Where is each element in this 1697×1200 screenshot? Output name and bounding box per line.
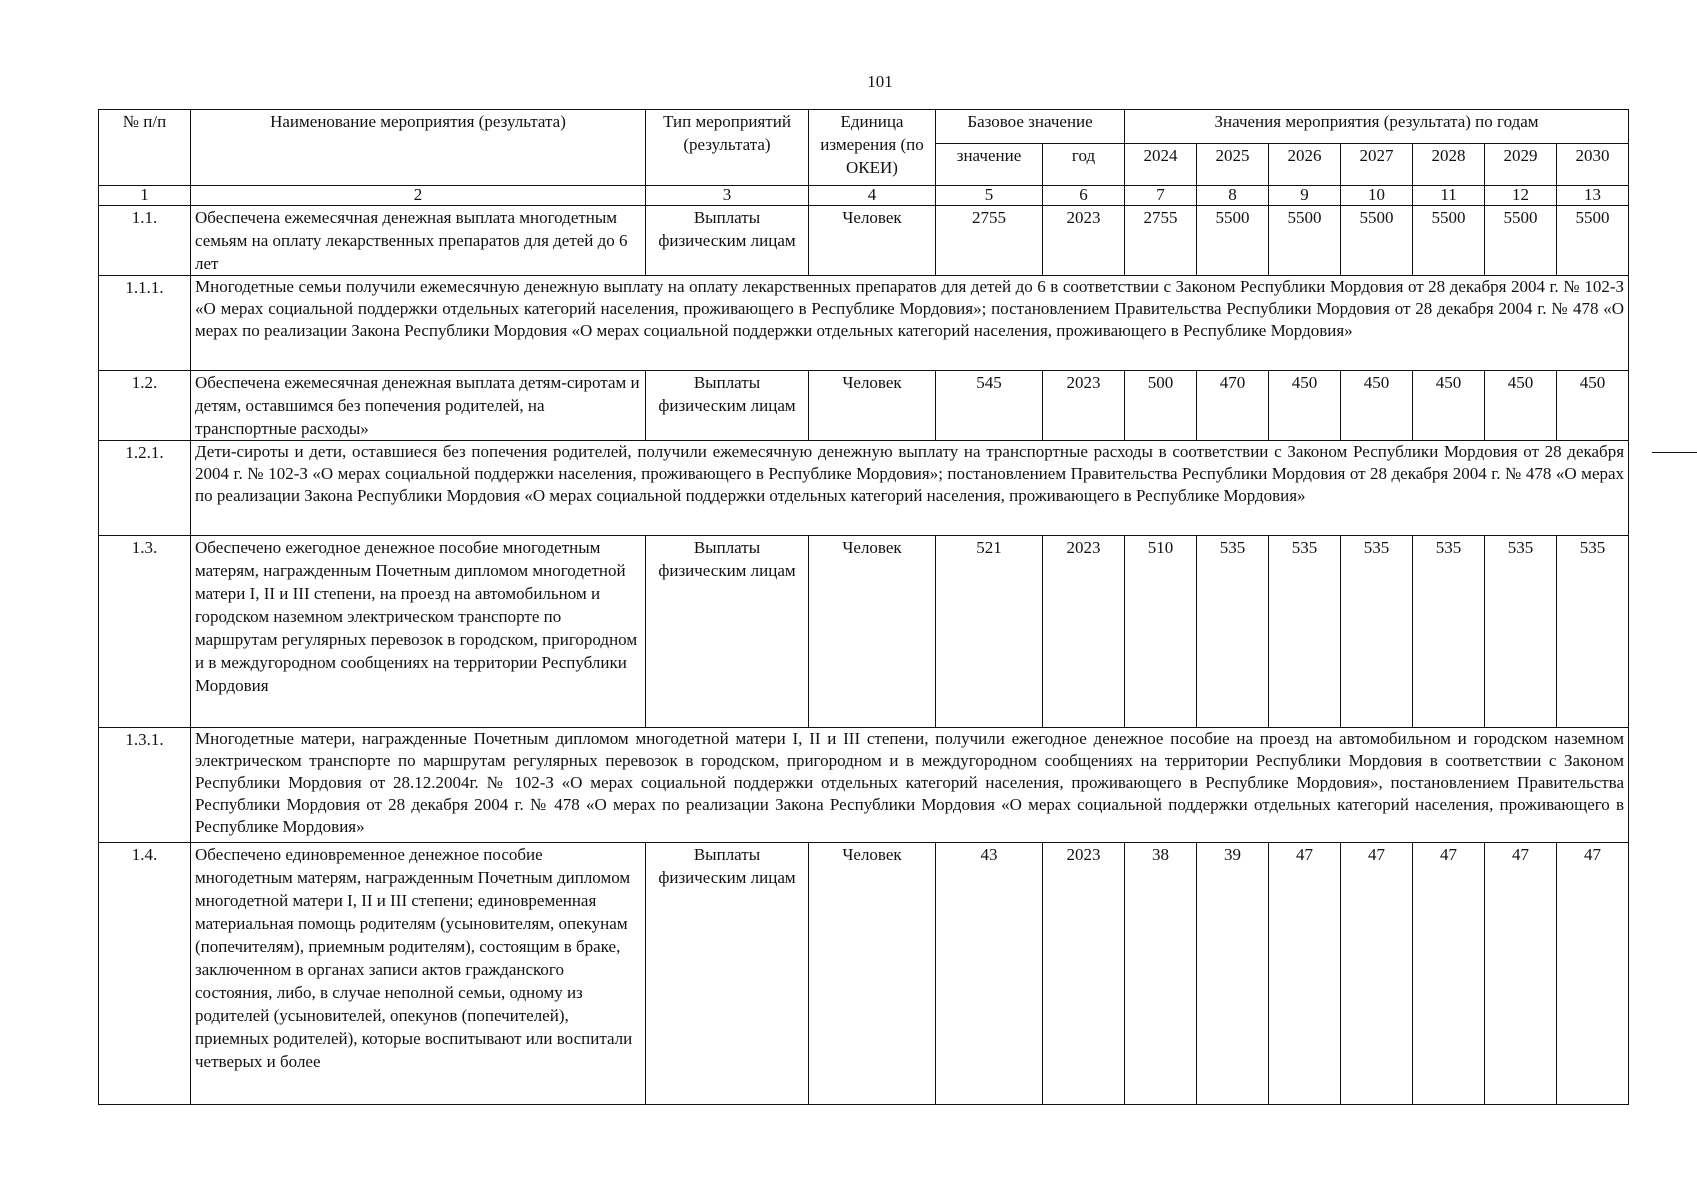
row-type: Выплаты физическим лицам <box>646 843 809 1105</box>
row-value: 450 <box>1413 371 1485 441</box>
row-name: Обеспечено ежегодное денежное пособие многодетным матерям, награжденным Почетным дипломом многодетной матери I, II и III степени, на проезд на автомобильном и городском наземном электрическом транспорте по маршрутам регулярных перевозок в городском, пригородном и в междугородном сообщениях на территории Республики Мордовия <box>191 536 646 728</box>
row-value: 5500 <box>1413 206 1485 276</box>
row-base-value: 2755 <box>936 206 1043 276</box>
table-row <box>99 206 1629 276</box>
row-value: 5500 <box>1485 206 1557 276</box>
row-type: Выплаты физическим лицам <box>646 206 809 276</box>
header-base: Базовое значение <box>936 110 1125 144</box>
row-value: 47 <box>1341 843 1413 1105</box>
row-num: 1.4. <box>99 843 191 1105</box>
header-type: Тип мероприятий (результата) <box>646 110 809 186</box>
row-value: 5500 <box>1269 206 1341 276</box>
margin-line <box>1652 452 1697 453</box>
row-description: Дети-сироты и дети, оставшиеся без попечения родителей, получили ежемесячную денежную выплату на транспортные расходы в соответствии с Законом Республики Мордовия от 28 декабря 2004 г. № 102-З «О мерах социальной поддержки населения, проживающего в Республике Мордовия»; постановлением Правительства Республики Мордовия от 28 декабря 2004 г. № 478 «О мерах по реализации Закона Республики Мордовия «О мерах социальной поддержки отдельных категорий населения, проживающего в Республике Мордовия» <box>191 441 1629 536</box>
row-value: 450 <box>1341 371 1413 441</box>
row-value: 470 <box>1197 371 1269 441</box>
table-row <box>99 536 1629 728</box>
row-base-year: 2023 <box>1043 843 1125 1105</box>
header-years: Значения мероприятия (результата) по годам <box>1125 110 1629 144</box>
row-value: 47 <box>1269 843 1341 1105</box>
header-name: Наименование мероприятия (результата) <box>191 110 646 186</box>
measures-table <box>98 109 1629 1105</box>
column-index: 7 <box>1125 186 1197 206</box>
column-index: 1 <box>99 186 191 206</box>
row-value: 535 <box>1269 536 1341 728</box>
row-value: 5500 <box>1557 206 1629 276</box>
header-base-value: значение <box>936 144 1043 186</box>
row-unit: Человек <box>809 843 936 1105</box>
header-base-year: год <box>1043 144 1125 186</box>
column-index: 4 <box>809 186 936 206</box>
header-year: 2029 <box>1485 144 1557 186</box>
row-value: 500 <box>1125 371 1197 441</box>
table-row <box>99 441 1629 536</box>
column-index: 5 <box>936 186 1043 206</box>
header-num: № п/п <box>99 110 191 186</box>
column-index: 13 <box>1557 186 1629 206</box>
row-name: Обеспечена ежемесячная денежная выплата многодетным семьям на оплату лекарственных препаратов для детей до 6 лет <box>191 206 646 276</box>
row-value: 2755 <box>1125 206 1197 276</box>
header-year: 2024 <box>1125 144 1197 186</box>
row-num: 1.1.1. <box>99 276 191 371</box>
row-base-year: 2023 <box>1043 206 1125 276</box>
header-year: 2025 <box>1197 144 1269 186</box>
header-row <box>99 110 1629 144</box>
row-num: 1.2.1. <box>99 441 191 536</box>
row-base-value: 521 <box>936 536 1043 728</box>
row-value: 47 <box>1485 843 1557 1105</box>
header-year: 2028 <box>1413 144 1485 186</box>
header-year: 2026 <box>1269 144 1341 186</box>
page-number: 101 <box>867 72 893 91</box>
table-row <box>99 276 1629 371</box>
row-value: 450 <box>1557 371 1629 441</box>
column-index: 11 <box>1413 186 1485 206</box>
row-value: 450 <box>1485 371 1557 441</box>
row-value: 47 <box>1413 843 1485 1105</box>
column-index: 3 <box>646 186 809 206</box>
table-row <box>99 371 1629 441</box>
row-num: 1.3. <box>99 536 191 728</box>
row-num: 1.3.1. <box>99 728 191 843</box>
header-year: 2027 <box>1341 144 1413 186</box>
row-value: 535 <box>1557 536 1629 728</box>
column-index: 12 <box>1485 186 1557 206</box>
row-value: 535 <box>1197 536 1269 728</box>
row-type: Выплаты физическим лицам <box>646 536 809 728</box>
row-value: 535 <box>1413 536 1485 728</box>
column-index: 8 <box>1197 186 1269 206</box>
row-value: 535 <box>1485 536 1557 728</box>
column-index: 9 <box>1269 186 1341 206</box>
row-num: 1.1. <box>99 206 191 276</box>
column-index: 2 <box>191 186 646 206</box>
row-unit: Человек <box>809 371 936 441</box>
row-num: 1.2. <box>99 371 191 441</box>
row-base-year: 2023 <box>1043 371 1125 441</box>
header-unit: Единица измерения (по ОКЕИ) <box>809 110 936 186</box>
table-row <box>99 728 1629 843</box>
row-name: Обеспечено единовременное денежное пособие многодетным матерям, награжденным Почетным дипломом многодетной матери I, II и III степени; единовременная материальная помощь родителям (усыновителям, опекунам (попечителям), приемным родителям), состоящим в браке, заключенном в органах записи актов гражданского состояния, либо, в случае неполной семьи, одному из родителей (усыновителей, опекунов (попечителей), приемных родителей), которые воспитывают или воспитали четверых и более <box>191 843 646 1105</box>
row-value: 510 <box>1125 536 1197 728</box>
row-base-value: 43 <box>936 843 1043 1105</box>
row-value: 5500 <box>1341 206 1413 276</box>
column-index: 10 <box>1341 186 1413 206</box>
table-row <box>99 843 1629 1105</box>
row-value: 535 <box>1341 536 1413 728</box>
column-index: 6 <box>1043 186 1125 206</box>
row-value: 5500 <box>1197 206 1269 276</box>
row-name: Обеспечена ежемесячная денежная выплата детям-сиротам и детям, оставшимся без попечения родителей, на транспортные расходы» <box>191 371 646 441</box>
row-unit: Человек <box>809 206 936 276</box>
row-value: 38 <box>1125 843 1197 1105</box>
row-unit: Человек <box>809 536 936 728</box>
row-description: Многодетные матери, награжденные Почетным дипломом многодетной матери I, II и III степени, получили ежегодное денежное пособие на проезд на автомобильном и городском наземном электрическом транспорте по маршрутам регулярных перевозок в городском, пригородном и в междугородном сообщениях на территории Республики Мордовия в соответствии с Законом Республики Мордовия от 28.12.2004г. № 102-З «О мерах социальной поддержки отдельных категорий населения, проживающего в Республике Мордовия», постановлением Правительства Республики Мордовия от 28 декабря 2004 г. № 478 «О мерах по реализации Закона Республики Мордовия «О мерах социальной поддержки отдельных категорий населения, проживающего в Республике Мордовия» <box>191 728 1629 843</box>
row-base-year: 2023 <box>1043 536 1125 728</box>
row-type: Выплаты физическим лицам <box>646 371 809 441</box>
row-value: 39 <box>1197 843 1269 1105</box>
row-value: 450 <box>1269 371 1341 441</box>
header-year: 2030 <box>1557 144 1629 186</box>
row-value: 47 <box>1557 843 1629 1105</box>
row-base-value: 545 <box>936 371 1043 441</box>
row-description: Многодетные семьи получили ежемесячную денежную выплату на оплату лекарственных препаратов для детей до 6 в соответствии с Законом Республики Мордовия от 28 декабря 2004 г. № 102-З «О мерах социальной поддержки отдельных категорий населения, проживающего в Республике Мордовия»; постановлением Правительства Республики Мордовия от 28 декабря 2004 г. № 478 «О мерах по реализации Закона Республики Мордовия «О мерах социальной поддержки отдельных категорий населения, проживающего в Республике Мордовия» <box>191 276 1629 371</box>
column-index-row <box>99 186 1629 206</box>
